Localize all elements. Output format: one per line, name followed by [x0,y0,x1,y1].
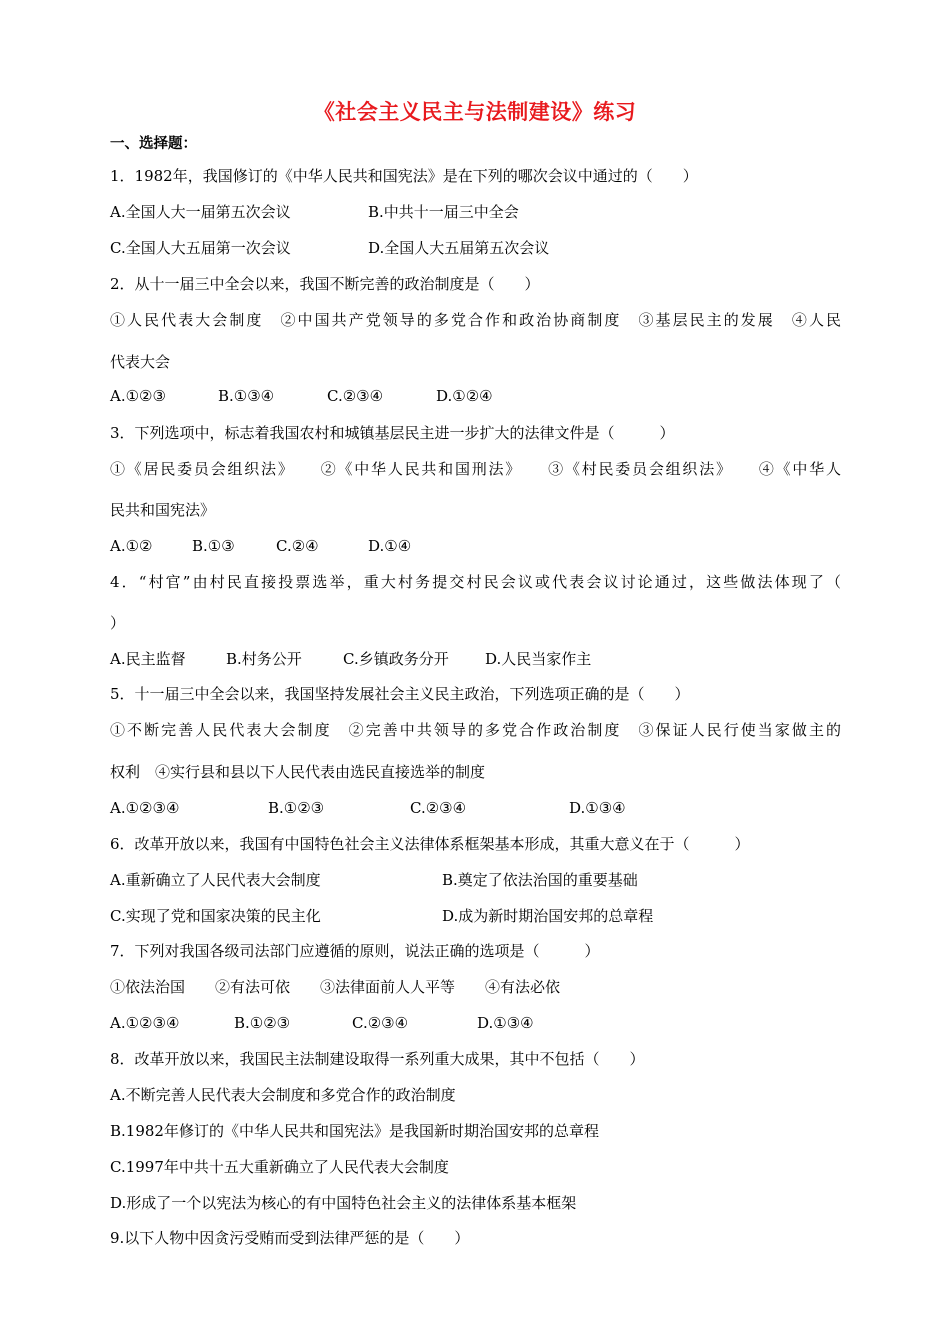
question-6-option-c: C.实现了党和国家决策的民主化 [110,907,321,925]
question-7-items: ①依法治国 ②有法可依 ③法律面前人人平等 ④有法必依 [110,978,561,996]
question-8-option-d: D.形成了一个以宪法为核心的有中国特色社会主义的法律体系基本框架 [110,1194,577,1212]
question-2-option-c: C.②③④ [327,387,384,405]
question-3-option-d: D.①④ [368,537,412,555]
question-9-stem: 9.以下人物中因贪污受贿而受到法律严惩的是（ ） [110,1229,470,1247]
question-5-items: ①不断完善人民代表大会制度 ②完善中共领导的多党合作政治制度 ③保证人民行使当家做主的 [110,721,841,739]
question-8-stem: 8．改革开放以来，我国民主法制建设取得一系列重大成果，其中不包括（ ） [110,1050,645,1068]
question-1-option-a: A.全国人大一届第五次会议 [110,203,291,221]
section-heading: 一、选择题： [110,136,197,152]
question-2-option-a: A.①②③ [110,387,166,405]
question-3-option-b: B.①③ [192,537,235,555]
question-5-items-cont: 权利 ④实行县和县以下人民代表由选民直接选举的制度 [110,763,486,781]
question-6-option-b: B.奠定了依法治国的重要基础 [442,871,638,889]
question-2-stem: 2．从十一届三中全会以来，我国不断完善的政治制度是（ ） [110,275,540,293]
question-8-option-c: C.1997年中共十五大重新确立了人民代表大会制度 [110,1158,449,1176]
question-4-option-a: A.民主监督 [110,650,186,668]
question-6-stem: 6．改革开放以来，我国有中国特色社会主义法律体系框架基本形成，其重大意义在于（ ） [110,835,750,853]
question-2-items: ①人民代表大会制度 ②中国共产党领导的多党合作和政治协商制度 ③基层民主的发展 ④人民 [110,311,841,329]
question-5-option-c: C.②③④ [410,799,467,817]
question-4-option-d: D.人民当家作主 [485,650,592,668]
question-1-stem: 1．1982年，我国修订的《中华人民共和国宪法》是在下列的哪次会议中通过的（ ） [110,167,698,185]
question-6-option-d: D.成为新时期治国安邦的总章程 [442,907,654,925]
question-2-option-d: D.①②④ [436,387,493,405]
question-1-option-b: B.中共十一届三中全会 [368,203,519,221]
question-3-stem: 3．下列选项中，标志着我国农村和城镇基层民主进一步扩大的法律文件是（ ） [110,424,675,442]
question-4-option-b: B.村务公开 [226,650,302,668]
question-5-stem: 5．十一届三中全会以来，我国坚持发展社会主义民主政治，下列选项正确的是（ ） [110,685,690,703]
question-3-items-cont: 民共和国宪法》 [110,501,216,519]
question-7-option-a: A.①②③④ [110,1014,180,1032]
question-7-stem: 7．下列对我国各级司法部门应遵循的原则，说法正确的选项是（ ） [110,942,600,960]
question-3-items: ①《居民委员会组织法》 ②《中华人民共和国刑法》 ③《村民委员会组织法》 ④《中华人 [110,460,841,478]
question-1-option-c: C.全国人大五届第一次会议 [110,239,291,257]
question-5-option-a: A.①②③④ [110,799,180,817]
page-title: 《社会主义民主与法制建设》练习 [313,100,637,124]
question-1-option-d: D.全国人大五届第五次会议 [368,239,550,257]
question-8-option-b: B.1982年修订的《中华人民共和国宪法》是我国新时期治国安邦的总章程 [110,1122,599,1140]
question-4-stem-cont: ） [110,614,126,632]
question-2-option-b: B.①③④ [218,387,275,405]
question-7-option-c: C.②③④ [352,1014,409,1032]
question-7-option-b: B.①②③ [234,1014,291,1032]
question-5-option-b: B.①②③ [268,799,325,817]
question-4-stem: 4．“村官”由村民直接投票选举，重大村务提交村民会议或代表会议讨论通过，这些做法体现了（ [110,573,841,591]
question-5-option-d: D.①③④ [569,799,626,817]
question-4-option-c: C.乡镇政务分开 [343,650,449,668]
question-6-option-a: A.重新确立了人民代表大会制度 [110,871,321,889]
question-7-option-d: D.①③④ [477,1014,534,1032]
question-3-option-c: C.②④ [276,537,319,555]
question-8-option-a: A.不断完善人民代表大会制度和多党合作的政治制度 [110,1086,456,1104]
question-2-items-cont: 代表大会 [110,353,171,371]
question-3-option-a: A.①② [110,537,153,555]
